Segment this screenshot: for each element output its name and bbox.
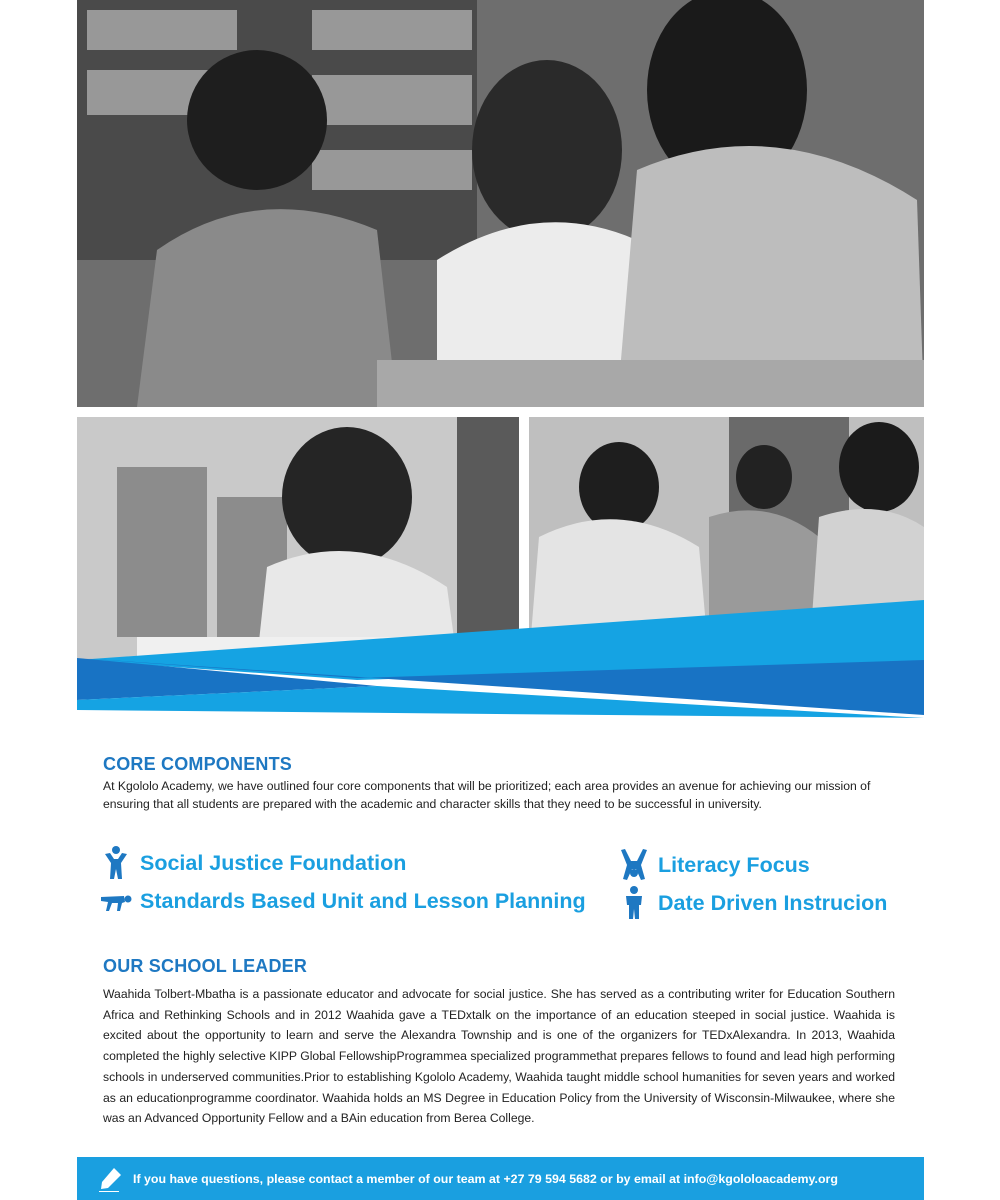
hero-photo [77, 0, 924, 407]
figure-standing-icon [618, 885, 650, 921]
component-label: Date Driven Instrucion [658, 890, 888, 915]
blue-swoosh-band [77, 600, 924, 725]
component-literacy-focus [618, 847, 810, 883]
pencil-icon [97, 1166, 123, 1192]
component-label: Literacy Focus [658, 852, 810, 877]
component-label: Standards Based Unit and Lesson Planning [140, 888, 586, 913]
contact-text: If you have questions, please contact a member of our team at +27 79 594 5682 or by email at info@kgololoacademy.org [133, 1171, 838, 1186]
figure-arms-up-icon [100, 845, 132, 881]
component-social-justice [100, 845, 406, 881]
component-standards-planning [100, 883, 586, 919]
figure-lying-icon [100, 883, 132, 919]
component-label: Social Justice Foundation [140, 850, 407, 875]
school-leader-text: Waahida Tolbert-Mbatha is a passionate educator and advocate for social justice. She has served as a contributing writer for Education Southern Africa and Rethinking Schools and in 2012 Waahida gave a TEDxtalk on the importance of an education steeped in social justice. Waahida is excited about the opportunity to learn and serve the Alexandra Township and is one of the organizers for TEDxAlexandra. In 2013, Waahida completed the highly selective KIPP Global FellowshipProgrammea specialized programmethat prepares fellows to found and lead high performing schools in underserved communities.Prior to establishing Kgololo Academy, Waahida taught middle school humanities for seven years and worked as an educationprogramme coordinator. Waahida holds an MS Degree in Education Policy from the University of Wisconsin-Milwaukee, where she was an Advanced Opportunity Fellow and a BAin education from Berea College. [103, 987, 895, 1126]
contact-footer [77, 1157, 924, 1200]
school-leader-heading: OUR SCHOOL LEADER [103, 956, 308, 976]
core-components-heading: CORE COMPONENTS [103, 754, 293, 774]
figure-cartwheel-icon [618, 847, 650, 883]
core-components-text: At Kgololo Academy, we have outlined four core components that will be prioritized; each area provides an avenue for achieving our mission of ensuring that all students are prepared with the academic and character skills that they need to be successful in university. [103, 779, 871, 811]
component-data-driven [618, 885, 887, 921]
